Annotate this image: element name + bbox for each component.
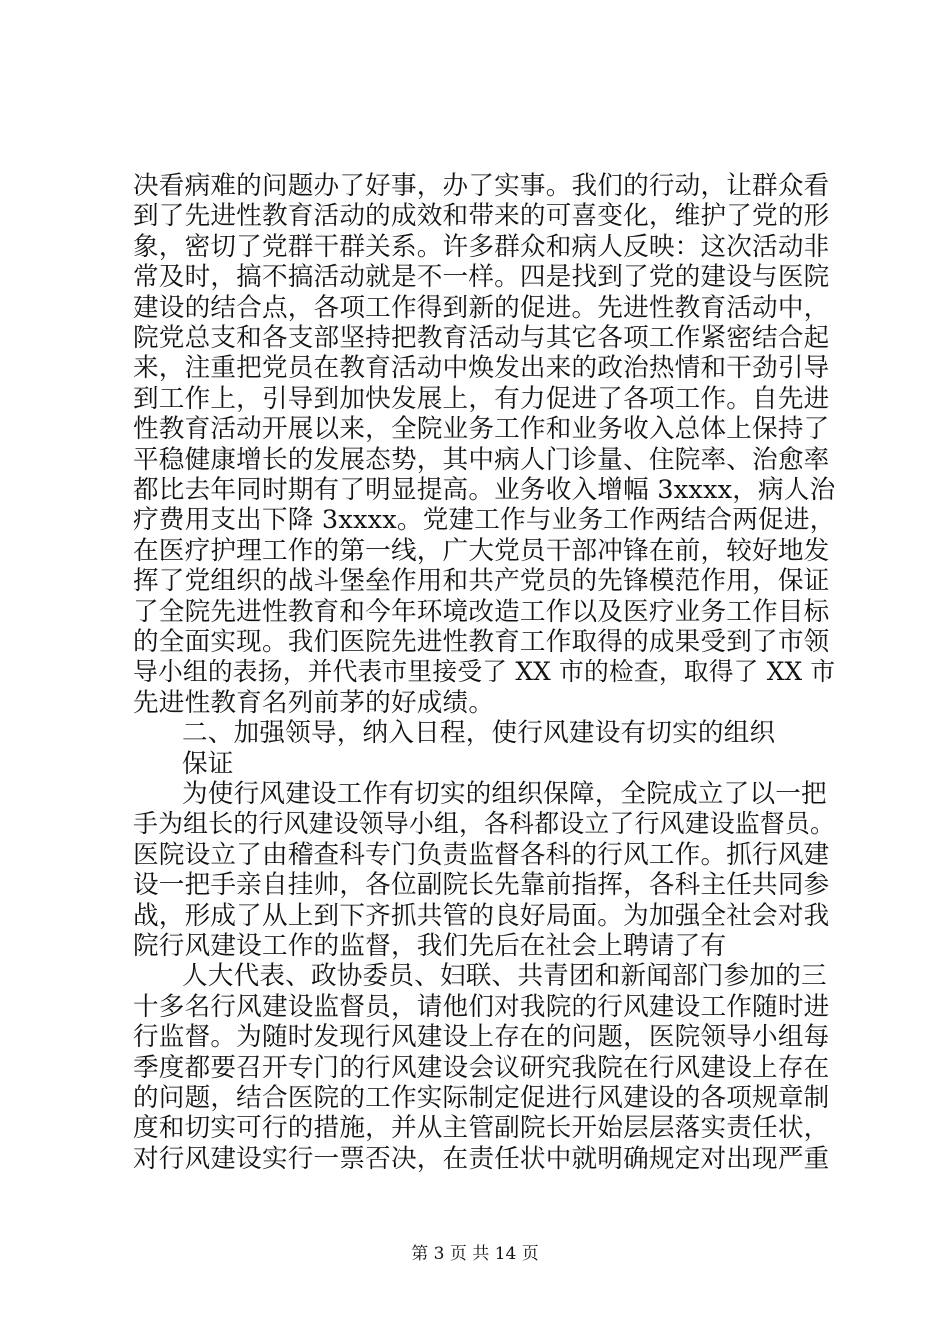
body-text-line: 象，密切了党群干群关系。许多群众和病人反映：这次活动非 bbox=[133, 231, 830, 262]
body-text-line: 设一把手亲自挂帅，各位副院长先靠前指挥，各科主任共同参 bbox=[133, 870, 830, 901]
body-text-line: 来，注重把党员在教育活动中焕发出来的政治热情和干劲引导 bbox=[133, 353, 830, 384]
section-heading: 二、加强领导，纳入日程，使行风建设有切实的组织 bbox=[182, 718, 776, 749]
body-text-line: 战，形成了从上到下齐抓共管的良好局面。为加强全社会对我 bbox=[133, 900, 830, 931]
body-text-line: 了全院先进性教育和今年环境改造工作以及医疗业务工作目标 bbox=[133, 596, 830, 627]
body-text-line: 建设的结合点，各项工作得到新的促进。先进性教育活动中， bbox=[133, 292, 830, 323]
body-text-line: 季度都要召开专门的行风建设会议研究我院在行风建设上存在 bbox=[133, 1052, 830, 1083]
body-text-line: 的问题，结合医院的工作实际制定促进行风建设的各项规章制 bbox=[133, 1083, 830, 1113]
paragraph-first-line: 人大代表、政协委员、妇联、共青团和新闻部门参加的三 bbox=[182, 961, 827, 992]
body-text-line: 对行风建设实行一票否决，在责任状中就明确规定对出现严重 bbox=[133, 1143, 830, 1174]
body-text-line: 到工作上，引导到加快发展上，有力促进了各项工作。自先进 bbox=[133, 383, 830, 414]
body-text-line: 导小组的表扬，并代表市里接受了 XX 市的检查，取得了 XX 市 bbox=[133, 657, 836, 687]
body-text-line: 挥了党组织的战斗堡垒作用和共产党员的先锋模范作用，保证 bbox=[133, 566, 830, 597]
page-footer: 第 3 页 共 14 页 bbox=[411, 1244, 539, 1264]
body-text-line: 十多名行风建设监督员，请他们对我院的行风建设工作随时进 bbox=[133, 991, 830, 1022]
body-text-line: 手为组长的行风建设领导小组，各科都设立了行风建设监督员。 bbox=[133, 809, 836, 839]
paragraph-first-line: 为使行风建设工作有切实的组织保障，全院成立了以一把 bbox=[182, 779, 827, 809]
body-text-line: 院党总支和各支部坚持把教育活动与其它各项工作紧密结合起 bbox=[133, 323, 830, 353]
section-heading-continued: 保证 bbox=[182, 748, 234, 779]
body-text-line: 都比去年同时期有了明显提高。业务收入增幅 3xxxx，病人治 bbox=[133, 475, 836, 505]
body-text-line: 行监督。为随时发现行风建设上存在的问题，医院领导小组每 bbox=[133, 1022, 830, 1053]
body-text-line: 平稳健康增长的发展态势，其中病人门诊量、住院率、治愈率 bbox=[133, 444, 830, 475]
body-text-line: 到了先进性教育活动的成效和带来的可喜变化，维护了党的形 bbox=[133, 201, 830, 232]
body-text-line: 在医疗护理工作的第一线，广大党员干部冲锋在前，较好地发 bbox=[133, 535, 830, 566]
body-text-line: 院行风建设工作的监督，我们先后在社会上聘请了有 bbox=[133, 931, 727, 961]
body-text-line: 医院设立了由稽查科专门负责监督各科的行风工作。抓行风建 bbox=[133, 839, 830, 870]
body-text-line: 疗费用支出下降 3xxxx。党建工作与业务工作两结合两促进， bbox=[133, 505, 836, 536]
body-text-line: 常及时，搞不搞活动就是不一样。四是找到了党的建设与医院 bbox=[133, 262, 830, 293]
body-text-line: 先进性教育名列前茅的好成绩。 bbox=[133, 687, 495, 718]
body-text-line: 度和切实可行的措施，并从主管副院长开始层层落实责任状， bbox=[133, 1113, 830, 1144]
body-text-line: 的全面实现。我们医院先进性教育工作取得的成果受到了市领 bbox=[133, 627, 830, 657]
body-text-line: 决看病难的问题办了好事，办了实事。我们的行动，让群众看 bbox=[133, 171, 830, 201]
body-text-line: 性教育活动开展以来，全院业务工作和业务收入总体上保持了 bbox=[133, 414, 830, 445]
